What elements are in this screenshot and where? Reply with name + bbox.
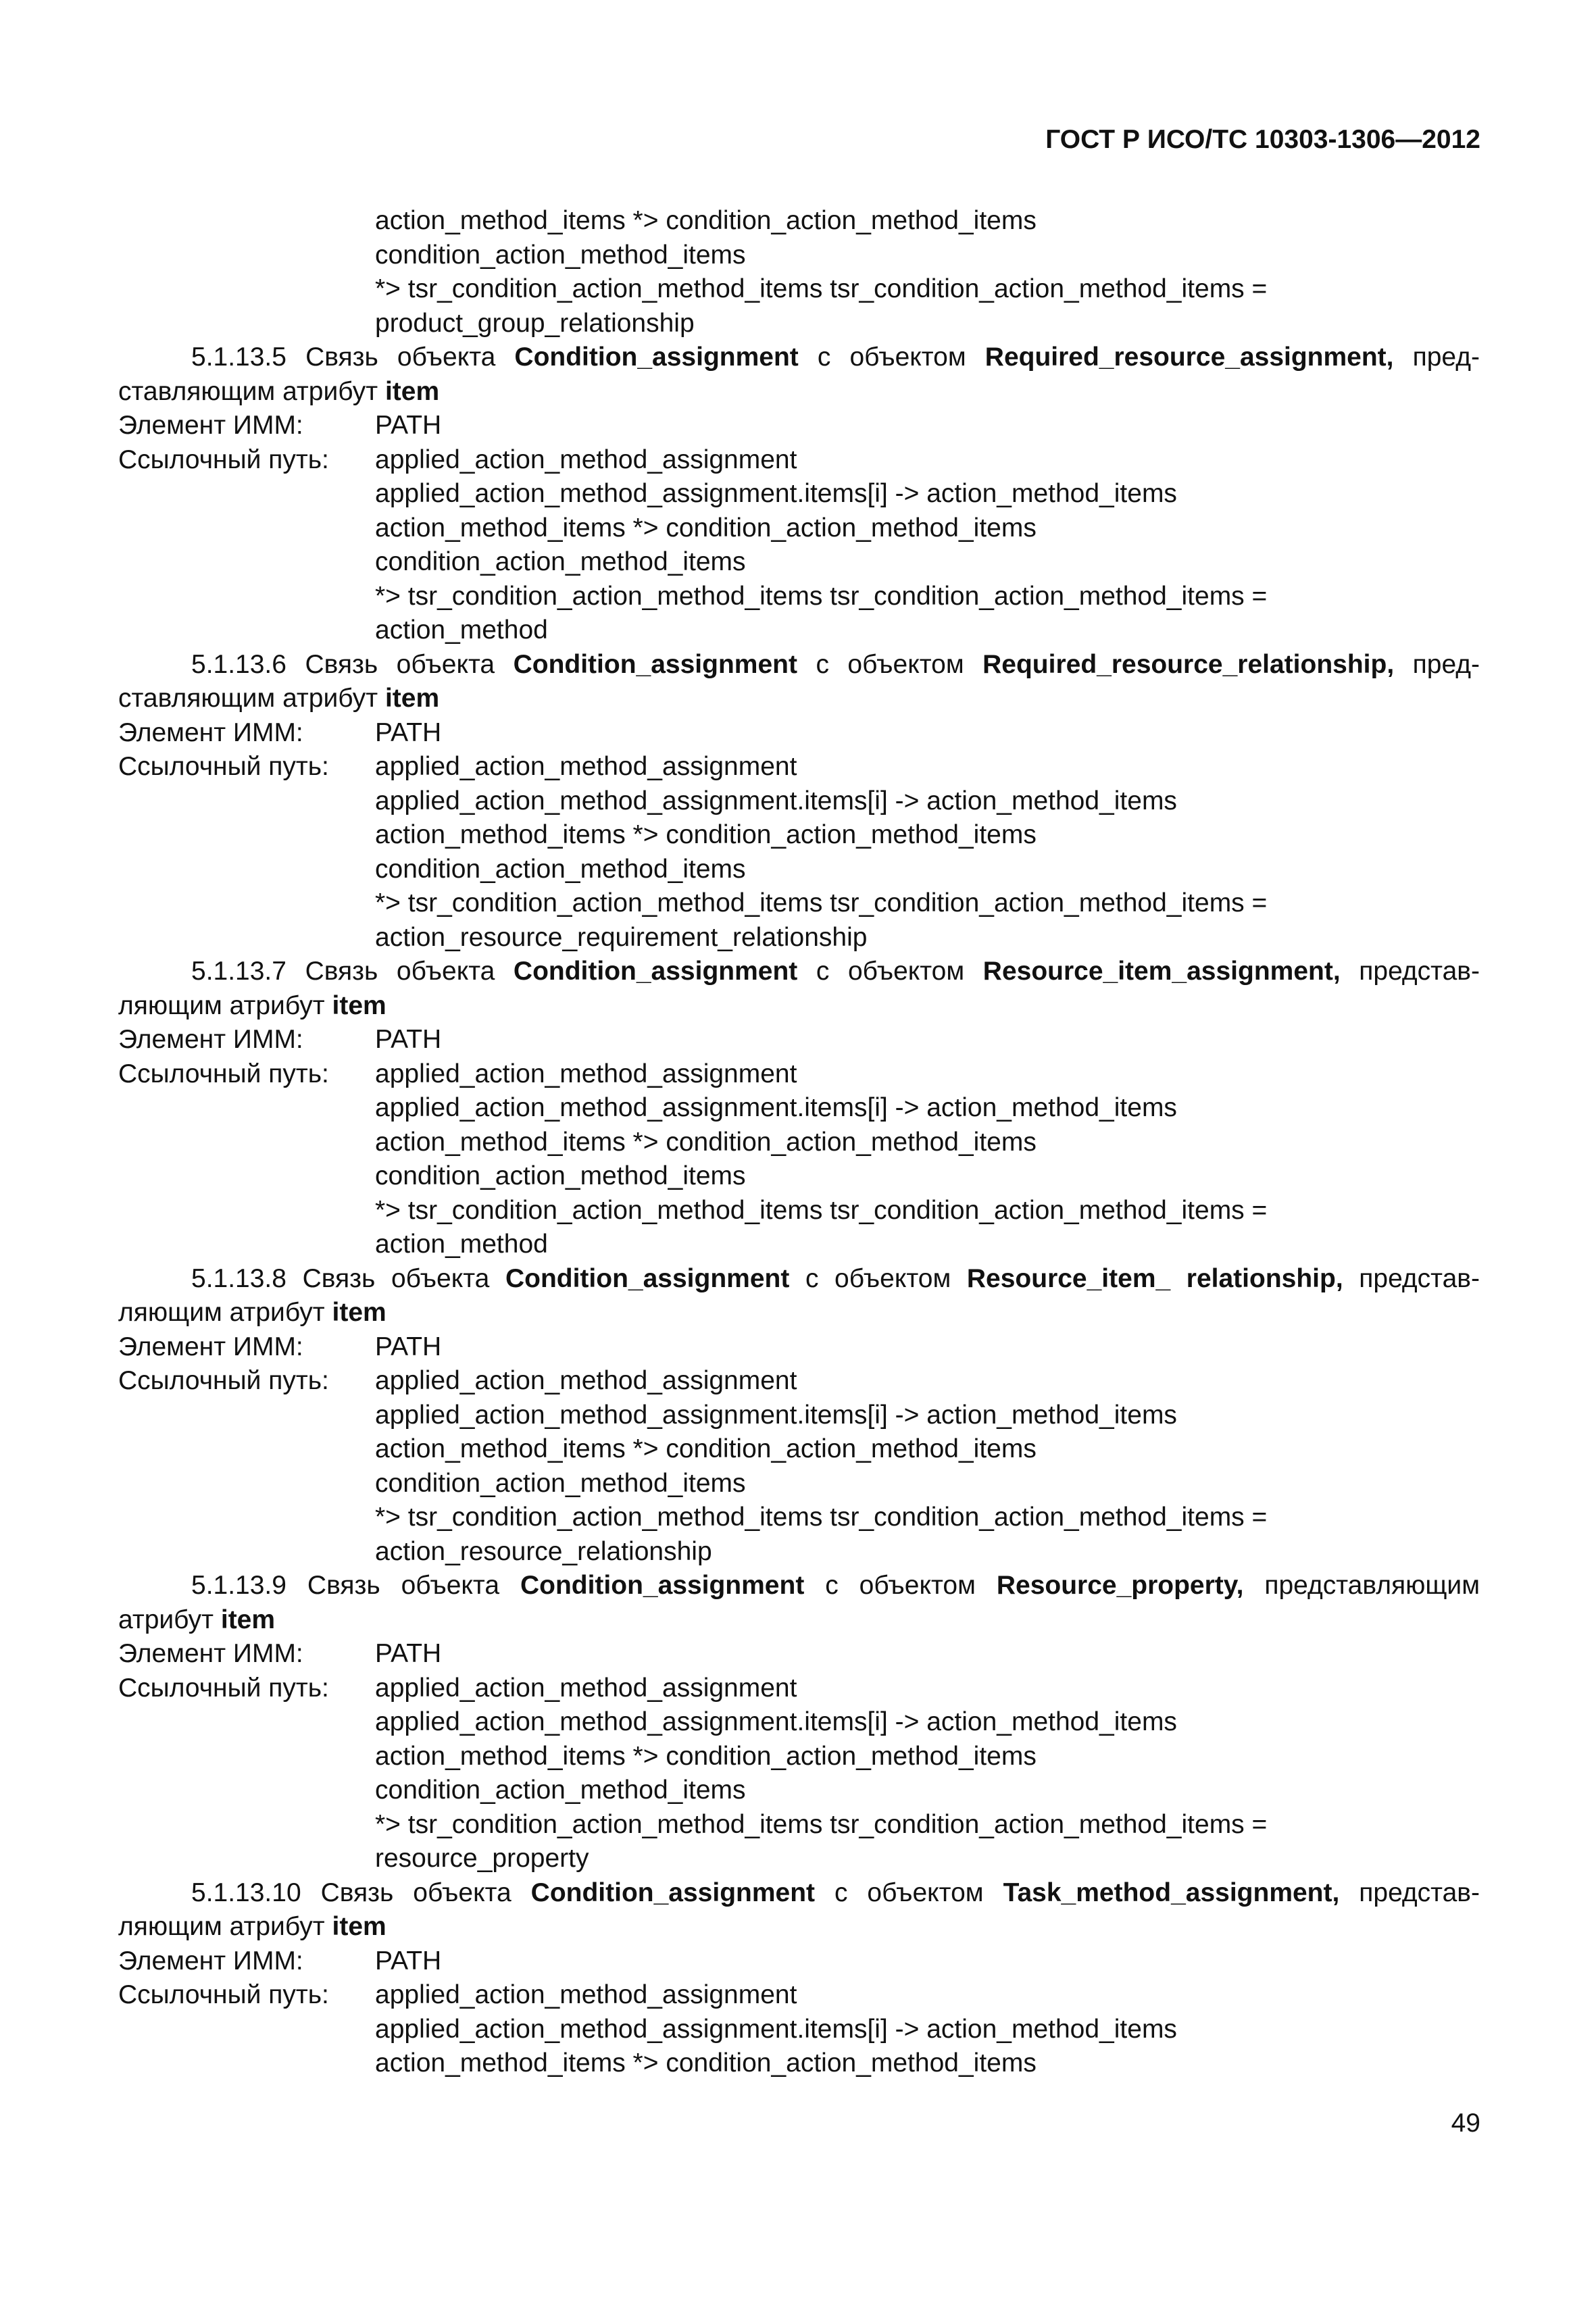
continuation-block	[118, 204, 1480, 341]
section-mid-text: с объектом	[805, 1263, 951, 1293]
section-heading	[118, 1569, 1480, 1603]
source-entity: Condition_assignment	[530, 1878, 816, 1907]
attribute-name: item	[332, 990, 386, 1020]
section-pre-text: Связь объекта	[305, 343, 496, 372]
reference-path-row	[118, 1978, 1480, 2013]
element-label: Элемент ИММ:	[118, 411, 303, 440]
section-pre-text: Связь объекта	[302, 1263, 490, 1293]
path-line: action_resource_requirement_relationship	[375, 922, 868, 952]
path-line: applied_action_method_assignment.items[i] -> action_method_items	[375, 1093, 1177, 1122]
attribute-caption: ляющим атрибут	[118, 1298, 325, 1327]
attribute-caption: атрибут	[118, 1605, 214, 1634]
section-heading-continuation	[118, 989, 1480, 1024]
attribute-name: item	[384, 684, 440, 713]
path-line: resource_property	[375, 1844, 589, 1873]
section-mid-text: с объектом	[834, 1878, 984, 1907]
section-tail-text: пред-	[1412, 343, 1480, 372]
reference-path-row	[118, 750, 1480, 784]
element-label: Элемент ИММ:	[118, 718, 303, 747]
section-mid-text: с объектом	[816, 649, 964, 679]
path-line: condition_action_method_items	[375, 1468, 746, 1498]
target-entity: Required_resource_relationship,	[982, 649, 1395, 679]
section-tail-text: представ-	[1359, 1263, 1480, 1293]
section-tail-text: представ-	[1359, 957, 1480, 986]
reference-path-row	[118, 1364, 1480, 1399]
source-entity: Condition_assignment	[520, 1571, 805, 1600]
attribute-name: item	[332, 1912, 386, 1941]
path-line: *> tsr_condition_action_method_items tsr_condition_action_method_items =	[375, 888, 1268, 917]
path-line: action_method_items *> condition_action_method_items	[375, 1434, 1037, 1463]
reference-path-label: Ссылочный путь:	[118, 752, 329, 781]
section-heading-continuation	[118, 1296, 1480, 1330]
section-pre-text: Связь объекта	[307, 1571, 500, 1600]
target-entity: Task_method_assignment,	[1003, 1878, 1340, 1907]
section-pre-text: Связь объекта	[320, 1878, 512, 1907]
section-heading	[118, 955, 1480, 989]
document-body	[118, 204, 1480, 2081]
element-value: PATH	[375, 1025, 442, 1054]
element-value: PATH	[375, 718, 442, 747]
path-line: applied_action_method_assignment	[375, 1980, 797, 2009]
path-line: applied_action_method_assignment.items[i] -> action_method_items	[375, 1400, 1177, 1430]
document-header: ГОСТ Р ИСО/ТС 10303-1306—2012	[1045, 125, 1480, 154]
path-line: applied_action_method_assignment.items[i] -> action_method_items	[375, 479, 1177, 508]
source-entity: Condition_assignment	[505, 1263, 790, 1293]
section-number: 5.1.13.8	[191, 1263, 286, 1293]
source-entity: Condition_assignment	[513, 649, 797, 679]
path-line: condition_action_method_items	[375, 240, 746, 270]
attribute-name: item	[384, 376, 440, 406]
section-5-1-13-5	[118, 341, 1480, 648]
path-line: applied_action_method_assignment	[375, 445, 797, 474]
reference-path-label: Ссылочный путь:	[118, 1366, 329, 1395]
section-heading-continuation	[118, 1910, 1480, 1944]
path-line: action_method	[375, 615, 548, 645]
section-number: 5.1.13.7	[191, 957, 286, 986]
path-line: action_method_items *> condition_action_method_items	[375, 206, 1037, 235]
section-mid-text: с объектом	[816, 957, 965, 986]
section-heading-continuation	[118, 682, 1480, 716]
path-line: applied_action_method_assignment	[375, 752, 797, 781]
path-line: applied_action_method_assignment.items[i] -> action_method_items	[375, 786, 1177, 815]
section-tail-text: представляющим	[1264, 1571, 1480, 1600]
reference-path-label: Ссылочный путь:	[118, 445, 329, 474]
element-row	[118, 1023, 1480, 1057]
path-line: applied_action_method_assignment	[375, 1366, 797, 1395]
element-value: PATH	[375, 1639, 442, 1668]
path-line: *> tsr_condition_action_method_items tsr_condition_action_method_items =	[375, 1809, 1268, 1839]
section-tail-text: пред-	[1412, 649, 1480, 679]
element-row	[118, 409, 1480, 443]
section-heading	[118, 648, 1480, 682]
section-tail-text: представ-	[1359, 1878, 1480, 1907]
target-entity: Required_resource_assignment,	[984, 343, 1394, 372]
section-5-1-13-7	[118, 955, 1480, 1262]
section-number: 5.1.13.6	[191, 649, 286, 679]
attribute-caption: ставляющим атрибут	[118, 376, 378, 406]
path-line: *> tsr_condition_action_method_items tsr_condition_action_method_items =	[375, 274, 1268, 303]
reference-path-row	[118, 1671, 1480, 1706]
section-heading	[118, 341, 1480, 375]
section-mid-text: с объектом	[817, 343, 966, 372]
section-pre-text: Связь объекта	[305, 649, 495, 679]
path-line: applied_action_method_assignment	[375, 1059, 797, 1088]
path-line: applied_action_method_assignment.items[i] -> action_method_items	[375, 2014, 1177, 2044]
element-label: Элемент ИММ:	[118, 1025, 303, 1054]
element-label: Элемент ИММ:	[118, 1332, 303, 1361]
section-number: 5.1.13.9	[191, 1571, 286, 1600]
element-value: PATH	[375, 1332, 442, 1361]
section-heading-continuation	[118, 375, 1480, 409]
path-line: action_method_items *> condition_action_method_items	[375, 2048, 1037, 2078]
reference-path-label: Ссылочный путь:	[118, 1673, 329, 1703]
reference-path-label: Ссылочный путь:	[118, 1059, 329, 1088]
path-line: action_resource_relationship	[375, 1536, 712, 1566]
attribute-name: item	[220, 1605, 276, 1634]
source-entity: Condition_assignment	[514, 343, 799, 372]
section-5-1-13-10	[118, 1876, 1480, 2081]
source-entity: Condition_assignment	[513, 957, 798, 986]
attribute-name: item	[332, 1298, 386, 1327]
path-line: applied_action_method_assignment	[375, 1673, 797, 1703]
element-value: PATH	[375, 1946, 442, 1976]
path-line: action_method_items *> condition_action_method_items	[375, 1127, 1037, 1157]
path-line: *> tsr_condition_action_method_items tsr_condition_action_method_items =	[375, 581, 1268, 611]
element-row	[118, 1637, 1480, 1671]
path-line: *> tsr_condition_action_method_items tsr_condition_action_method_items =	[375, 1195, 1268, 1225]
path-line: condition_action_method_items	[375, 1161, 746, 1190]
sections-container	[118, 341, 1480, 2081]
path-line: action_method_items *> condition_action_method_items	[375, 1741, 1037, 1771]
reference-path-row	[118, 1057, 1480, 1092]
section-number: 5.1.13.5	[191, 343, 286, 372]
section-5-1-13-9	[118, 1569, 1480, 1876]
attribute-caption: ляющим атрибут	[118, 990, 325, 1020]
path-line: applied_action_method_assignment.items[i] -> action_method_items	[375, 1707, 1177, 1736]
target-entity: Resource_property,	[996, 1571, 1244, 1600]
element-row	[118, 716, 1480, 751]
path-line: action_method	[375, 1230, 548, 1259]
attribute-caption: ляющим атрибут	[118, 1912, 325, 1941]
section-5-1-13-8	[118, 1262, 1480, 1569]
element-value: PATH	[375, 411, 442, 440]
section-mid-text: с объектом	[825, 1571, 976, 1600]
path-line: product_group_relationship	[375, 308, 695, 338]
element-row	[118, 1944, 1480, 1979]
path-line: condition_action_method_items	[375, 854, 746, 884]
path-line: action_method_items *> condition_action_method_items	[375, 820, 1037, 849]
section-heading	[118, 1876, 1480, 1911]
path-line: *> tsr_condition_action_method_items tsr_condition_action_method_items =	[375, 1503, 1268, 1532]
target-entity: Resource_item_ relationship,	[966, 1263, 1343, 1293]
path-line: condition_action_method_items	[375, 547, 746, 576]
section-heading-continuation	[118, 1603, 1480, 1638]
target-entity: Resource_item_assignment,	[982, 957, 1341, 986]
path-line: condition_action_method_items	[375, 1776, 746, 1805]
reference-path-label: Ссылочный путь:	[118, 1980, 329, 2009]
section-pre-text: Связь объекта	[305, 957, 495, 986]
attribute-caption: ставляющим атрибут	[118, 684, 378, 713]
path-line: action_method_items *> condition_action_method_items	[375, 513, 1037, 543]
element-row	[118, 1330, 1480, 1365]
section-5-1-13-6	[118, 648, 1480, 955]
reference-path-row	[118, 443, 1480, 478]
section-number: 5.1.13.10	[191, 1878, 301, 1907]
page-number: 49	[1451, 2109, 1480, 2138]
element-label: Элемент ИММ:	[118, 1639, 303, 1668]
section-heading	[118, 1262, 1480, 1297]
element-label: Элемент ИММ:	[118, 1946, 303, 1976]
